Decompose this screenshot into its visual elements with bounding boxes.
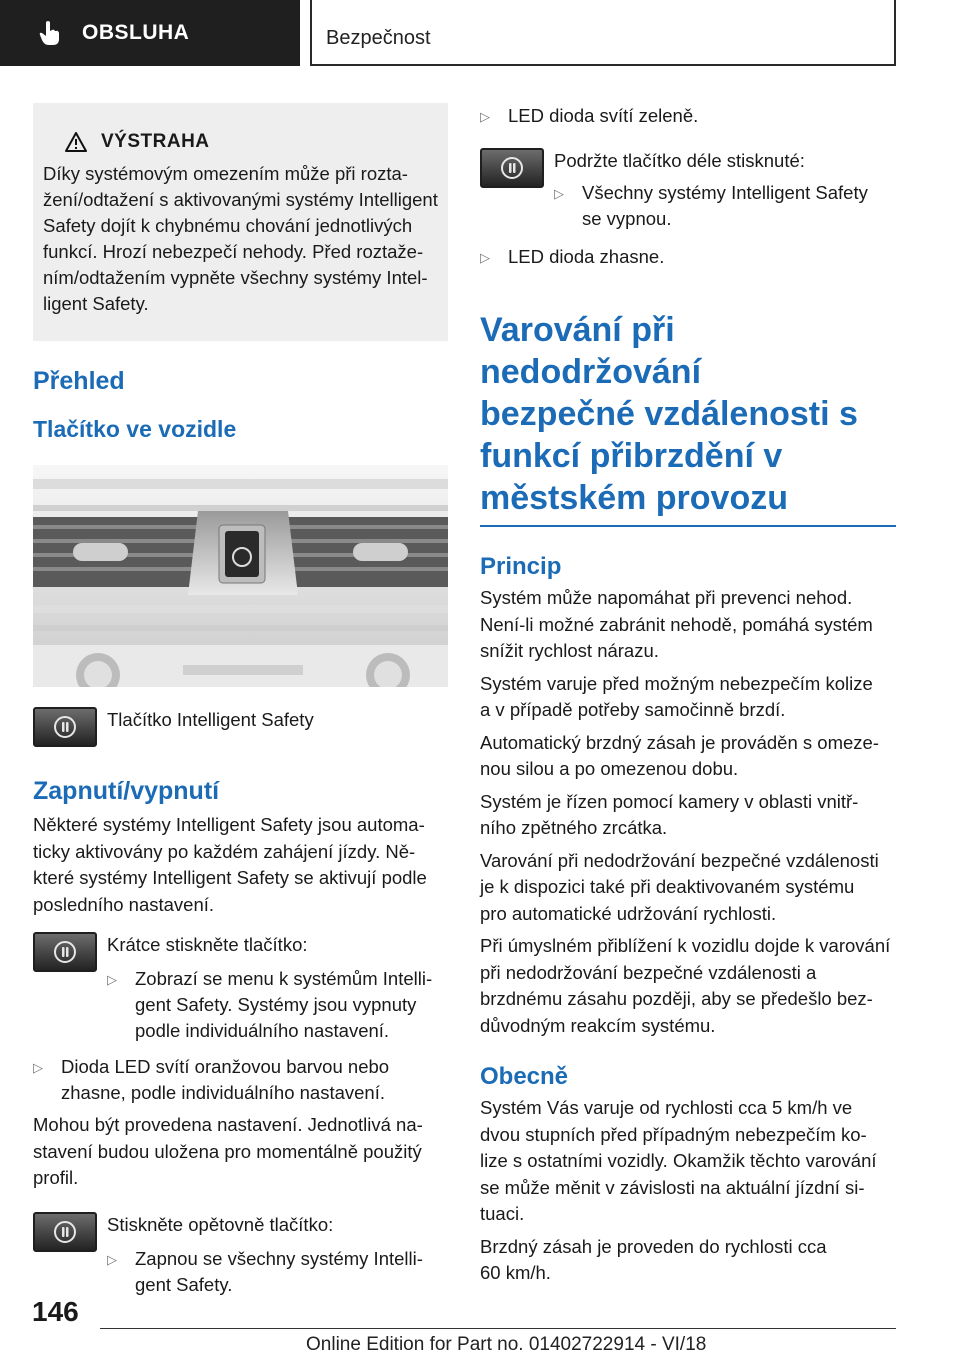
warning-title [43,131,438,153]
triangle-bullet-icon: ▷ [554,186,564,201]
intelligent-safety-button[interactable] [33,707,97,747]
heading-line: Varování při nedodržování [480,311,702,391]
text-line: gent Safety. Systémy jsou vypnuty [135,994,417,1015]
paragraph [480,671,896,724]
text-line: ního zpětného zrcátka. [480,817,668,838]
warning-line: Díky systémovým omezením může při rozta‐ [43,163,408,184]
text-line: ticky aktivovány po každém zahájení jízdy. Ně‐ [33,840,416,862]
text-line: při nedodržování bezpečné vzdálenosti a [480,961,817,983]
intelligent-safety-button[interactable] [480,148,544,188]
button-caption-row [33,707,448,747]
vehicle-button-photo [33,465,448,687]
text-line: a v případě potřeby samočinně brzdí. [480,699,786,720]
text-line: nou silou a po omezenou dobu. [480,758,739,779]
warning-box [33,103,448,341]
text-line: důvodným reakcím systému. [480,1014,716,1036]
text-line: je k dispozici také při deaktivovaném systému [480,876,855,897]
text-line: Systém varuje před možným nebezpečím kolize [480,672,873,694]
heading-line: městském provozu [480,479,788,517]
heading-line: funkcí přibrzdění v [480,437,783,475]
text-line: Systém je řízen pomocí kamery v oblasti vnitř‐ [480,790,859,812]
heading-tlacitko: Tlačítko ve vozidle [33,416,237,442]
chapter-tab[interactable] [0,0,300,66]
text-line: pro automatické udržování rychlosti. [480,902,777,924]
intelligent-safety-button[interactable] [33,932,97,972]
text-line: Není-li možné zabránit nehodě, pomáhá systém [480,613,873,635]
text-line: brzdnému zásahu později, aby se předešlo bez‐ [480,988,873,1009]
paragraph [480,789,896,842]
warning-text [43,161,438,317]
hold-text: Podržte tlačítko déle stisknuté: [554,150,805,171]
hand-pointer-icon [38,20,62,46]
intelligent-safety-icon [499,155,525,181]
intelligent-safety-icon [52,1219,78,1245]
heading-line: bezpečné vzdálenosti s [480,395,858,433]
list-item [107,966,432,1044]
press-short-text: Krátce stiskněte tlačítko: [107,934,308,955]
text-line: Brzdný zásah je proveden do rychlosti cca [480,1235,827,1257]
triangle-bullet-icon: ▷ [107,1251,117,1267]
warning-line: žení/odtažení s aktivovanými systémy Intelligent [43,189,438,210]
text-line: LED dioda svítí zeleně. [508,105,699,126]
list-item [33,1054,448,1106]
text-line: gent Safety. [135,1273,233,1295]
warning-line: ligent Safety. [43,293,149,314]
text-line: stavení budou uložena pro momentálně použitý [33,1140,422,1162]
text-line: profil. [33,1167,79,1188]
footer-divider [100,1328,896,1329]
text-line: posledního nastavení. [33,893,215,915]
paragraph [480,1234,896,1287]
intelligent-safety-icon [52,714,78,740]
text-line: podle individuálního nastavení. [135,1020,390,1041]
text-line: které systémy Intelligent Safety se aktivují podle [33,867,427,888]
section-heading [480,309,896,527]
footer-edition: Online Edition for Part no. 01402722914 - VI/18 [306,1334,707,1355]
heading-princip: Princip [480,553,562,580]
heading-obecne: Obecně [480,1063,569,1090]
text-line: 60 km/h. [480,1262,551,1283]
heading-prehled: Přehled [33,367,125,395]
text-line: Zapnou se všechny systémy Intelli‐ [135,1247,423,1269]
triangle-bullet-icon: ▷ [33,1060,43,1075]
right-column [480,103,896,1287]
text-line: Některé systémy Intelligent Safety jsou automa‐ [33,814,425,835]
page-number: 146 [32,1296,79,1327]
press-again-row [33,1212,448,1298]
button-caption: Tlačítko Intelligent Safety [107,709,314,730]
text-line: Automatický brzdný zásah je prováděn s omeze‐ [480,731,879,753]
text-line: se může měnit v závislosti na aktuální jízdní si‐ [480,1176,865,1198]
left-column [33,103,448,1298]
text-line: dvou stupních před případným nebezpečím ko‐ [480,1123,867,1145]
list-item [480,244,896,271]
paragraph [480,585,896,665]
triangle-bullet-icon: ▷ [107,972,117,987]
list-item [107,1246,423,1298]
text-line: Systém Vás varuje od rychlosti cca 5 km/h ve [480,1097,853,1118]
text-line: Systém může napomáhat při prevenci nehod. [480,587,853,608]
paragraph [33,812,448,918]
press-short-row [33,932,448,1044]
warning-line: Safety dojít k chybnému chování jednotlivých [43,215,413,236]
intelligent-safety-button[interactable] [33,1212,97,1252]
text-line: se vypnou. [582,208,672,229]
text-line: Zobrazí se menu k systémům Intelli‐ [135,968,433,989]
heading-zapnuti: Zapnutí/vypnutí [33,777,220,805]
paragraph [480,848,896,928]
text-line: snížit rychlost nárazu. [480,640,659,661]
text-line: Při úmyslném přiblížení k vozidlu dojde k varování [480,935,891,956]
paragraph [33,1112,448,1192]
warning-line: ním/odtažením vypněte všechny systémy Intel‐ [43,267,428,288]
section-title: Bezpečnost [310,0,896,66]
obecne-body [480,1095,896,1287]
text-line: tuaci. [480,1203,525,1224]
text-line: zhasne, podle individuálního nastavení. [61,1082,385,1103]
press-again-text: Stiskněte opětovně tlačítko: [107,1213,334,1235]
list-item [480,103,896,130]
warning-title-text: VÝSTRAHA [101,131,210,152]
intelligent-safety-icon [52,939,78,965]
hold-row [480,148,896,232]
text-line: lize s ostatními vozidly. Okamžik těchto varování [480,1150,877,1171]
chapter-tab-label: OBSLUHA [82,21,190,44]
warning-line: funkcí. Hrozí nebezpečí nehody. Před roztaže‐ [43,241,424,262]
warning-triangle-icon [65,132,87,152]
paragraph [480,730,896,783]
text-line: Všechny systémy Intelligent Safety [582,182,868,203]
paragraph [480,933,896,1039]
list-item [554,180,868,232]
text-line: LED dioda zhasne. [508,246,665,267]
paragraph [480,1095,896,1228]
triangle-bullet-icon: ▷ [480,109,490,124]
text-line: Dioda LED svítí oranžovou barvou nebo [61,1056,390,1077]
triangle-bullet-icon: ▷ [480,250,490,265]
text-line: Varování při nedodržování bezpečné vzdálenosti [480,849,879,871]
text-line: Mohou být provedena nastavení. Jednotlivá na‐ [33,1114,423,1135]
princip-body [480,585,896,1039]
